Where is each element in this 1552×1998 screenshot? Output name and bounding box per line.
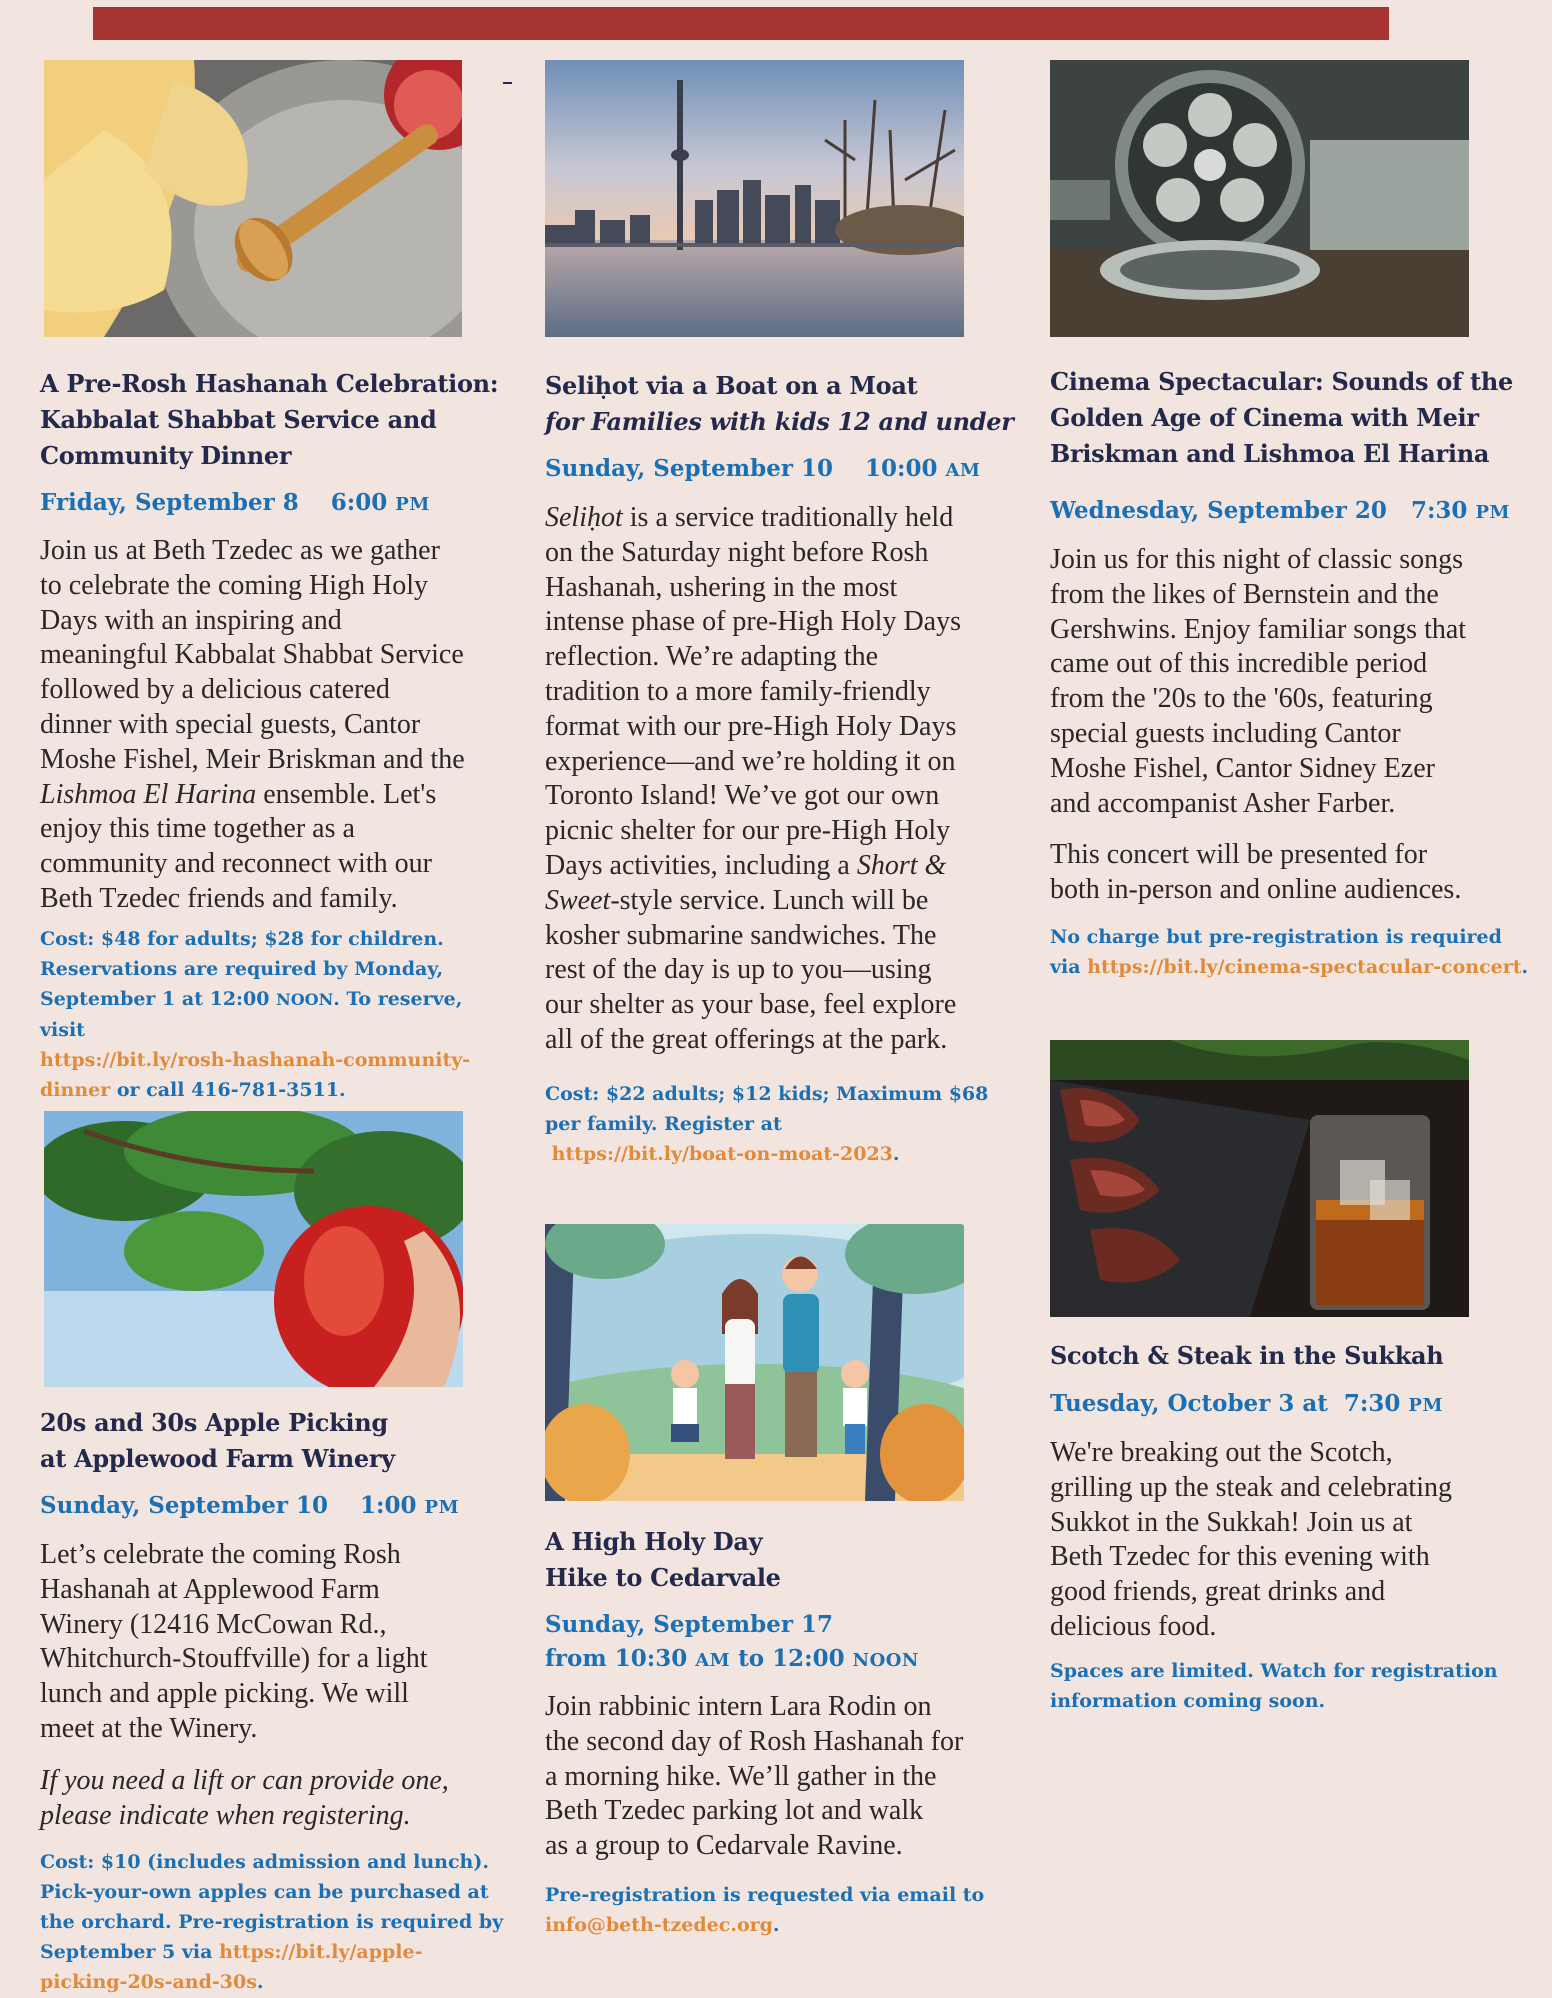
event-title	[545, 368, 1025, 440]
note-line: Reservations are required by Monday,	[40, 958, 444, 980]
note-line: .	[772, 1914, 780, 1936]
event-title	[40, 1405, 520, 1477]
body-line: on the Saturday night before Rosh	[545, 536, 929, 568]
event-datetime	[40, 1489, 459, 1525]
event-time: 7:30	[1343, 1390, 1401, 1417]
body-line: Beth Tzedec friends and family.	[40, 882, 398, 914]
note-line: Pick-your-own apples can be purchased at	[40, 1881, 489, 1903]
body-line: experience—and we’re holding it on	[545, 745, 956, 777]
body-line: good friends, great drinks and	[1050, 1576, 1386, 1608]
event-description	[545, 1690, 1017, 1864]
body-line: all of the great offerings at the park.	[545, 1023, 948, 1055]
body-line: grilling up the steak and celebrating	[1050, 1471, 1452, 1503]
body-line: We're breaking out the Scotch,	[1050, 1437, 1393, 1468]
body-line: is a service traditionally held	[622, 502, 954, 533]
event-datetime	[545, 1608, 919, 1678]
title-line: A High Holy Day	[545, 1527, 763, 1556]
body-line: Whitchurch-Stouffville) for a light	[40, 1643, 428, 1675]
scotch-steak-photo	[1050, 1040, 1469, 1317]
event-description	[1050, 1436, 1540, 1645]
body-line: the second day of Rosh Hashanah for	[545, 1725, 964, 1757]
ensemble-name: Lishmoa El Harina	[40, 778, 257, 810]
header-bar	[93, 7, 1389, 40]
registration-link[interactable]: https://bit.ly/boat-on-moat-2023	[551, 1143, 893, 1165]
body-line: Days with an inspiring and	[40, 604, 342, 636]
registration-link[interactable]: dinner	[40, 1079, 111, 1101]
body-line: please indicate when registering.	[40, 1799, 411, 1831]
note-line: .	[256, 1971, 264, 1993]
registration-link[interactable]: https://bit.ly/rosh-hashanah-community-	[40, 1049, 471, 1071]
body-line: This concert will be presented for	[1050, 839, 1428, 870]
note-line: information coming soon.	[1050, 1690, 1326, 1712]
service-name: Sweet	[545, 884, 611, 916]
registration-link[interactable]: https://bit.ly/apple-	[219, 1941, 423, 1963]
body-line: and accompanist Asher Farber.	[1050, 787, 1396, 819]
note-line: the orchard. Pre-registration is required by	[40, 1911, 504, 1933]
body-line: format with our pre-High Holy Days	[545, 710, 957, 742]
title-line: 20s and 30s Apple Picking	[40, 1408, 388, 1437]
note-line: per family. Register at	[545, 1113, 782, 1135]
body-line: both in-person and online audiences.	[1050, 873, 1462, 905]
title-line: Seliḥot via a Boat on a Moat	[545, 371, 918, 400]
note-line: .	[892, 1143, 900, 1165]
event-title	[545, 1524, 1025, 1596]
body-line: Join rabbinic intern Lara Rodin on	[545, 1691, 932, 1722]
body-line: from the '20s to the '60s, featuring	[1050, 683, 1433, 715]
title-line: at Applewood Farm Winery	[40, 1444, 395, 1473]
event-time: 1:00	[360, 1492, 417, 1519]
event-registration-note	[1050, 1656, 1540, 1716]
body-line: enjoy this time together as a	[40, 813, 355, 845]
event-description	[40, 534, 512, 917]
event-ampm: PM	[1408, 1395, 1443, 1416]
registration-link[interactable]: https://bit.ly/cinema-spectacular-concert	[1087, 956, 1522, 978]
body-line: Moshe Fishel, Cantor Sidney Ezer	[1050, 752, 1435, 784]
title-line: A Pre-Rosh Hashanah Celebration:	[40, 369, 499, 398]
body-line: community and reconnect with our	[40, 848, 432, 880]
service-name: Short &	[856, 849, 947, 881]
body-line: to celebrate the coming High Holy	[40, 569, 428, 601]
body-line: meaningful Kabbalat Shabbat Service	[40, 639, 464, 671]
event-datetime	[1050, 1387, 1443, 1423]
body-line: Winery (12416 McCowan Rd.,	[40, 1608, 387, 1640]
title-line: Hike to Cedarvale	[545, 1563, 781, 1592]
note-line: September 1 at 12:00	[40, 988, 277, 1010]
body-line: Let’s celebrate the coming Rosh	[40, 1539, 401, 1570]
event-title	[1050, 364, 1540, 472]
event-subtitle: for Families with kids 12 and under	[545, 407, 1014, 436]
event-date: Tuesday, October 3 at	[1050, 1390, 1328, 1417]
title-line: Golden Age of Cinema with Meir	[1050, 403, 1479, 432]
toronto-skyline-photo	[545, 60, 964, 337]
family-hike-illustration	[545, 1224, 964, 1501]
note-line: via	[1050, 956, 1088, 978]
event-description	[1050, 543, 1540, 821]
event-registration-note	[1050, 922, 1540, 982]
film-reel-photo	[1050, 60, 1469, 337]
selihot-term: Seliḥot	[545, 502, 623, 533]
event-time: 6:00	[330, 489, 388, 516]
body-line: as a group to Cedarvale Ravine.	[545, 1830, 903, 1862]
note-line: .	[1521, 956, 1529, 978]
event-registration-note	[40, 1847, 510, 1997]
event-title	[40, 366, 520, 474]
body-line: lunch and apple picking. We will	[40, 1678, 409, 1710]
body-line: Beth Tzedec for this evening with	[1050, 1541, 1430, 1573]
body-line: Gershwins. Enjoy familiar songs that	[1050, 613, 1467, 645]
event-ampm: AM	[695, 1650, 731, 1671]
note-line: Cost: $48 for adults; $28 for children.	[40, 928, 444, 950]
body-line: kosher submarine sandwiches. The	[545, 919, 937, 951]
body-line: -style service. Lunch will be	[610, 884, 929, 916]
note-line: or call 416-781-3511.	[110, 1079, 346, 1101]
body-line: came out of this incredible period	[1050, 648, 1428, 680]
body-line: intense phase of pre-High Holy Days	[545, 606, 962, 638]
note-line: Spaces are limited. Watch for registration	[1050, 1660, 1498, 1682]
registration-link[interactable]: picking-20s-and-30s	[40, 1971, 257, 1993]
body-line: our shelter as your base, feel explore	[545, 989, 957, 1021]
note-line: No charge but pre-registration is required	[1050, 926, 1502, 948]
body-line: Hashanah, ushering in the most	[545, 571, 898, 603]
body-line: Days activities, including a	[545, 849, 857, 881]
body-line: from the likes of Bernstein and the	[1050, 578, 1439, 610]
event-date: Friday, September 8	[40, 489, 299, 516]
title-line: Community Dinner	[40, 441, 292, 470]
event-date: Sunday, September 10	[545, 455, 833, 482]
note-line: Cost: $22 adults; $12 kids; Maximum $68	[545, 1083, 989, 1105]
ride-share-note	[40, 1764, 512, 1834]
body-line: tradition to a more family-friendly	[545, 675, 931, 707]
event-registration-note	[545, 1079, 1015, 1169]
event-ampm: PM	[395, 494, 430, 515]
body-line: picnic shelter for our pre-High Holy	[545, 815, 951, 847]
event-time: 10:00	[865, 455, 938, 482]
event-date: Sunday, September 10	[40, 1492, 328, 1519]
event-datetime	[1050, 494, 1510, 530]
event-ampm: AM	[945, 460, 981, 481]
body-line: Moshe Fishel, Meir Briskman and the	[40, 743, 465, 775]
body-line: reflection. We’re adapting the	[545, 641, 879, 673]
body-line: Join us for this night of classic songs	[1050, 544, 1463, 575]
dash-mark	[503, 82, 512, 84]
event-time: 7:30	[1410, 497, 1468, 524]
event-registration-note	[40, 924, 510, 1105]
event-time: from 10:30	[545, 1645, 696, 1672]
note-line: Cost: $10 (includes admission and lunch).	[40, 1851, 489, 1873]
event-date: Sunday, September 17	[545, 1611, 833, 1638]
event-description	[545, 501, 1017, 1058]
event-description	[40, 1538, 512, 1747]
title-line: Kabbalat Shabbat Service and	[40, 405, 437, 434]
apple-picking-photo	[44, 1111, 463, 1387]
event-title	[1050, 1338, 1530, 1374]
body-line: ensemble. Let's	[256, 778, 437, 810]
body-line: Sukkot in the Sukkah! Join us at	[1050, 1506, 1413, 1538]
event-ampm: PM	[424, 1497, 460, 1518]
title-line: Cinema Spectacular: Sounds of the	[1050, 367, 1513, 396]
note-noon: NOON	[276, 990, 334, 1009]
note-line: . To reserve, visit	[40, 988, 463, 1041]
body-line: meet at the Winery.	[40, 1712, 258, 1744]
body-line: Toronto Island! We’ve got our own	[545, 780, 940, 812]
event-registration-note	[545, 1880, 1015, 1940]
body-line: delicious food.	[1050, 1610, 1217, 1642]
body-line: a morning hike. We’ll gather in the	[545, 1760, 937, 1792]
apples-honey-photo	[44, 60, 462, 337]
body-line: followed by a delicious catered	[40, 674, 390, 706]
body-line: dinner with special guests, Cantor	[40, 708, 421, 740]
note-line: September 5 via	[40, 1941, 220, 1963]
event-noon: NOON	[852, 1650, 919, 1671]
event-description-format	[1050, 838, 1540, 908]
body-line: Join us at Beth Tzedec as we gather	[40, 535, 440, 566]
body-line: If you need a lift or can provide one,	[40, 1765, 449, 1796]
event-datetime	[40, 486, 430, 522]
email-link[interactable]: info@beth-tzedec.org	[545, 1914, 773, 1936]
event-ampm: PM	[1475, 502, 1510, 523]
title-line: Briskman and Lishmoa El Harina	[1050, 439, 1490, 468]
body-line: special guests including Cantor	[1050, 717, 1401, 749]
event-datetime	[545, 452, 980, 488]
body-line: rest of the day is up to you—using	[545, 954, 932, 986]
event-date: Wednesday, September 20	[1050, 497, 1387, 524]
event-time: to 12:00	[730, 1645, 853, 1672]
title-line: Scotch & Steak in the Sukkah	[1050, 1341, 1444, 1370]
body-line: Hashanah at Applewood Farm	[40, 1573, 380, 1605]
note-line: Pre-registration is requested via email to	[545, 1884, 985, 1906]
body-line: Beth Tzedec parking lot and walk	[545, 1795, 924, 1827]
